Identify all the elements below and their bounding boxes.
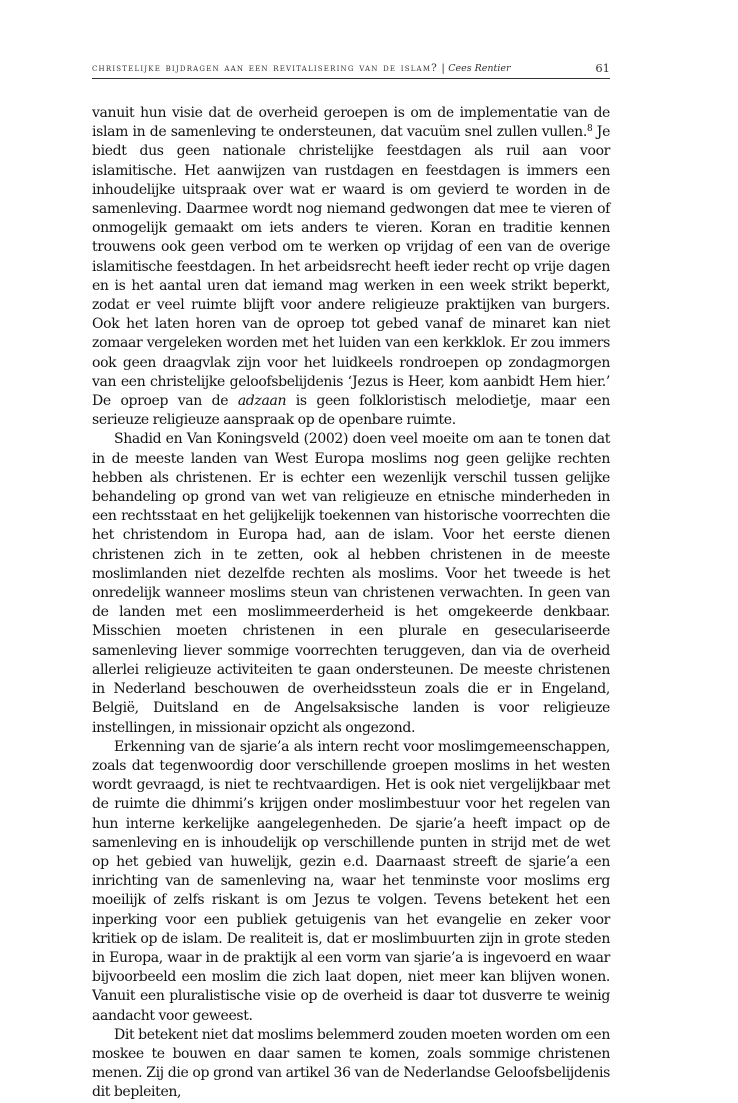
author-name: Cees Rentier <box>448 63 511 74</box>
term-adzaan: adzaan <box>237 393 287 410</box>
paragraph-1-part-b: Je biedt dus geen nationale christelijke feestdagen als ruil aan voor islamitische. Het aanwijzen van rustdagen en feestdagen is immers een inhoudelijke uitspraak over wat er waard is om gevierd te worden in de samenleving. Daarmee wordt nog niemand gedwongen dat mee te vieren of onmogelijk gemaakt om iets anders te vieren. Koran en traditie kennen trouwens ook geen verbod om te werken op vrijdag of een van de overige islamitische feestdagen. In het arbeidsrecht heeft ieder recht op vrije dagen en is het aantal uren dat iemand mag werken in een week strikt beperkt, zodat er veel ruimte blijft voor andere religieuze praktijken van burgers. Ook het laten horen van de oproep tot gebed vanaf de minaret kan niet zomaar vergeleken worden met het luiden van een kerkklok. Er zou immers ook geen draagvlak zijn voor het luidkeels rondroepen op zondagmorgen van een christelijke geloofsbelijdenis ‘Jezus is Heer, kom aanbidt Hem hier.’ De oproep van de <box>92 124 611 410</box>
page-number: 61 <box>595 61 610 75</box>
running-title: christelijke bijdragen aan een revitalisering van de islam? <box>92 62 439 74</box>
paragraph-3: Erkenning van de sjarie’a als intern recht voor moslimgemeenschappen, zoals dat tegenwoordig door verschillende groepen moslims in het westen wordt gevraagd, is niet te rechtvaardigen. Het is ook niet vergelijkbaar met de ruimte die dhimmi’s krijgen onder moslimbestuur voor het regelen van hun interne kerkelijke aangelegenheden. De sjarie’a heeft impact op de samenleving en is inhoudelijk op verschillende punten in strijd met de wet op het gebied van huwelijk, gezin e.d. Daarnaast streeft de sjarie’a een inrichting van de samenleving na, waar het tenminste voor moslims erg moeilijk of zelfs riskant is om Jezus te volgen. Tevens betekent het een inperking voor een publiek getuigenis van het evangelie en zeker voor kritiek op de islam. De realiteit is, dat er moslimbuurten zijn in grote steden in Europa, waar in de praktijk al een vorm van sjarie’a is ingevoerd en waar bijvoorbeeld een moslim die zich laat dopen, niet meer kan blijven wonen. Vanuit een pluralistische visie op de overheid is daar tot dusverre te weinig aandacht voor geweest. <box>92 738 610 1024</box>
running-title-line <box>92 62 511 74</box>
paragraph-1-part-c: is geen folkloristisch melodietje, maar een serieuze religieuze aanspraak op de openbare ruimte. <box>92 393 610 429</box>
paragraph-4: Dit betekent niet dat moslims belemmerd zouden moeten worden om een moskee te bouwen en daar samen te komen, zoals sommige christenen menen. Zij die op grond van artikel 36 van de Nederlandse Geloofsbelijdenis dit bepleiten, <box>92 1026 610 1101</box>
paragraph-1 <box>92 104 610 430</box>
header-separator: | <box>438 62 449 74</box>
footnote-marker: 8 <box>586 124 593 135</box>
running-header <box>92 60 610 79</box>
paragraph-2: Shadid en Van Koningsveld (2002) doen veel moeite om aan te tonen dat in de meeste landen van West Europa moslims nog geen gelijke rechten hebben als christenen. Er is echter een wezenlijk verschil tussen gelijke behandeling op grond van wet van religieuze en etnische minderheden in een rechtsstaat en het gelijkelijk toekennen van historische voorrechten die het christendom in Europa had, aan de islam. Voor het eerste dienen christenen zich in te zetten, ook al hebben christenen in de meeste moslimlanden niet dezelfde rechten als moslims. Voor het tweede is het onredelijk wanneer moslims steun van christenen verwachten. In geen van de landen met een moslimmeerderheid is het omgekeerde denkbaar. Misschien moeten christenen in een plurale en geseculariseerde samenleving liever sommige voorrechten teruggeven, dan via de overheid allerlei religieuze activiteiten te gaan ondersteunen. De meeste christenen in Nederland beschouwen de overheidssteun zoals die er in Engeland, België, Duitsland en de Angelsaksische landen is voor religieuze instellingen, in missionair opzicht als ongezond. <box>92 431 610 736</box>
body-text <box>92 104 610 1103</box>
paragraph-1-part-a: vanuit hun visie dat de overheid geroepen is om de implementatie van de islam in de samenleving te ondersteunen, dat vacuüm snel zullen vullen. <box>92 105 610 141</box>
